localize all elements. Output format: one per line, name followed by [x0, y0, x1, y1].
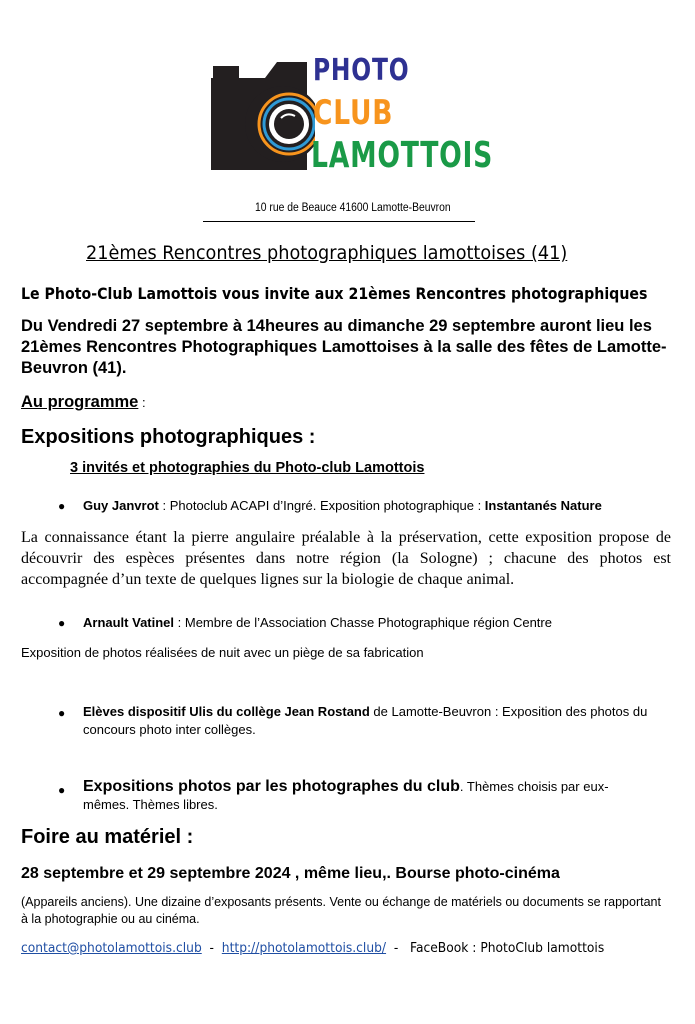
intro-line: Le Photo-Club Lamottois vous invite aux 21èmes Rencontres photographiques: [21, 284, 648, 303]
item-text: : Photoclub ACAPI d’Ingré. Exposition photographique :: [158, 498, 485, 513]
expositions-heading: Expositions photographiques :: [21, 426, 316, 448]
item-name: Elèves dispositif Ulis du collège Jean Rostand: [83, 704, 370, 719]
list-item-guy-janvrot: [83, 497, 602, 515]
item-name: Guy Janvrot: [83, 498, 159, 513]
programme-text: Au programme: [21, 393, 139, 411]
list-item-arnault-vatinel: [83, 614, 552, 632]
bullet-icon: ●: [58, 499, 66, 513]
logo-word-photo: PHOTO: [313, 53, 410, 88]
guy-janvrot-description: La connaissance étant la pierre angulaire préalable à la préservation, cette exposition propose de découvrir des espèces présentes dans notre région (la Sologne) ; chacune des photos est accompagnée d’un texte de quelques lignes sur la biologie de chaque animal.: [21, 529, 671, 588]
logo-word-lamottois: LAMOTTOIS: [311, 135, 494, 176]
separator: -: [386, 940, 411, 956]
separator: -: [201, 940, 222, 956]
guests-heading: 3 invités et photographies du Photo-club Lamottois: [70, 460, 425, 476]
club-address: 10 rue de Beauce 41600 Lamotte-Beuvron: [255, 202, 451, 214]
list-item-eleves-ulis: [83, 703, 653, 739]
foire-heading: Foire au matériel :: [21, 826, 194, 848]
item-text: . Thèmes choisis par eux-mêmes. Thèmes libres.: [83, 779, 609, 812]
arnault-vatinel-description: Exposition de photos réalisées de nuit avec un piège de sa fabrication: [21, 645, 424, 660]
item-name: Arnault Vatinel: [83, 615, 175, 630]
email-link[interactable]: contact@photolamottois.club: [21, 940, 202, 956]
event-description: Du Vendredi 27 septembre à 14heures au dimanche 29 septembre auront lieu les 21èmes Rencontres Photographiques Lamottoises à la salle des fêtes de Lamotte-Beuvron (41).: [21, 317, 667, 377]
photo-club-logo: [205, 52, 494, 184]
programme-label: [21, 393, 146, 412]
header-divider: [203, 221, 475, 222]
item-tail: Instantanés Nature: [484, 498, 602, 513]
item-text: : Membre de l’Association Chasse Photographique région Centre: [174, 615, 552, 630]
contact-line: [21, 940, 604, 956]
foire-dates: 28 septembre et 29 septembre 2024 , même lieu,. Bourse photo-cinéma: [21, 865, 560, 882]
website-link[interactable]: http://photolamottois.club/: [221, 940, 387, 956]
programme-colon: :: [138, 395, 146, 410]
logo-word-club: CLUB: [313, 93, 394, 133]
list-item-club-photographers: [83, 778, 651, 814]
bullet-icon: ●: [58, 783, 66, 797]
item-name: Expositions photos par les photographes du club: [83, 778, 460, 795]
bullet-icon: ●: [58, 616, 66, 630]
foire-description: (Appareils anciens). Une dizaine d’exposants présents. Vente ou échange de matériels ou documents se rapportant à la photographie ou au cinéma.: [21, 895, 661, 926]
page-title: 21èmes Rencontres photographiques lamottoises (41): [86, 242, 568, 264]
camera-icon: [205, 52, 315, 184]
facebook-text: FaceBook : PhotoClub lamottois: [410, 940, 605, 956]
item-text: de Lamotte-Beuvron : Exposition des photos du concours photo inter collèges.: [83, 704, 648, 737]
bullet-icon: ●: [58, 706, 66, 720]
